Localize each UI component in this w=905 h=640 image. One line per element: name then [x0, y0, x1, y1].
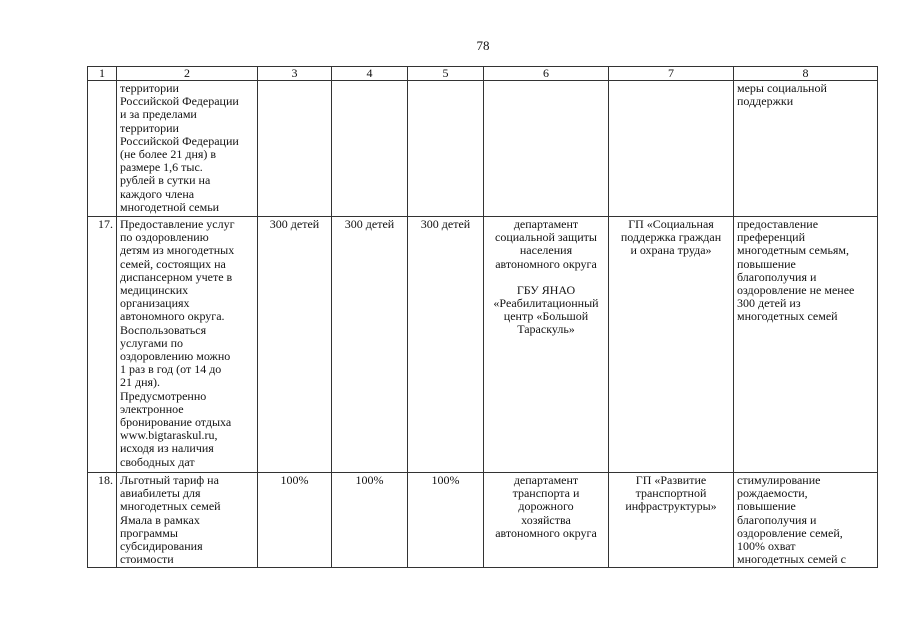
row-value-col3: 100%	[258, 473, 332, 568]
text-line: ГП «Социальная	[628, 217, 714, 231]
table-row	[88, 473, 878, 568]
website-link[interactable]: www.bigtaraskul.ru,	[120, 428, 218, 443]
row-value-col5: 300 детей	[408, 217, 484, 473]
text-line: семей, состоящих на	[120, 256, 226, 271]
text-line: оздоровление семей,	[737, 525, 843, 540]
text-line: Воспользоваться	[120, 322, 207, 337]
text-line: Льготный тариф на	[120, 473, 219, 487]
text-line: по оздоровлению	[120, 230, 209, 245]
text-line: исходя из наличия	[120, 441, 214, 456]
text-line: инфраструктуры»	[625, 499, 717, 514]
text-line: благополучия и	[737, 512, 817, 527]
text-line: департамент	[513, 217, 579, 231]
header-cell: 1	[88, 67, 117, 81]
header-cell: 4	[332, 67, 408, 81]
text-line: 300 детей из	[737, 296, 801, 311]
text-line: авиабилеты для	[120, 486, 201, 501]
text-line: (не более 21 дня) в	[120, 147, 217, 162]
measures-table	[87, 66, 878, 568]
text-line: населения	[519, 243, 573, 258]
text-line: субсидирования	[120, 539, 203, 554]
row-number	[88, 81, 117, 217]
text-line: программы	[120, 525, 178, 540]
text-line: автономного округа	[495, 525, 597, 540]
text-line: размере 1,6 тыс.	[120, 160, 203, 175]
text-line: оздоровлению можно	[120, 349, 231, 364]
header-cell: 2	[117, 67, 258, 81]
row-executor	[484, 473, 609, 568]
header-cell: 8	[734, 67, 878, 81]
text-line: электронное	[120, 401, 184, 416]
text-line: стимулирование	[737, 473, 821, 487]
text-line: поддержка граждан	[620, 230, 722, 245]
text-line: поддержки	[737, 94, 794, 109]
text-line: департамент	[513, 473, 579, 487]
text-line: автономного округа	[495, 256, 597, 271]
row-value-col5: 100%	[408, 473, 484, 568]
text-line: организациях	[120, 296, 190, 311]
text-line: хозяйства	[521, 512, 571, 527]
text-line: медицинских	[120, 283, 189, 298]
row-description	[117, 217, 258, 473]
row-program	[609, 217, 734, 473]
text-line: рождаемости,	[737, 486, 808, 501]
row-number: 17.	[88, 217, 117, 473]
text-line: многодетным семьям,	[737, 243, 850, 258]
text-line: ГБУ ЯНАО	[516, 282, 576, 297]
row-result	[734, 473, 878, 568]
text-line: многодетной семьи	[120, 199, 220, 214]
text-line: Российской Федерации	[120, 133, 239, 148]
row-value-col4	[332, 81, 408, 217]
header-cell: 3	[258, 67, 332, 81]
table-row	[88, 81, 878, 217]
row-program	[609, 81, 734, 217]
row-description	[117, 81, 258, 217]
text-line: социальной защиты	[495, 230, 597, 245]
text-line: ГП «Развитие	[635, 473, 707, 487]
text-line: 100% охват	[737, 539, 796, 554]
text-line: рублей в сутки на	[120, 173, 211, 188]
text-line: транспортной	[635, 486, 707, 501]
text-line: Тараскуль»	[517, 322, 575, 337]
row-executor	[484, 81, 609, 217]
text-line: свободных дат	[120, 454, 195, 469]
text-line: транспорта и	[512, 486, 580, 501]
header-cell: 6	[484, 67, 609, 81]
row-value-col3	[258, 81, 332, 217]
text-line: благополучия и	[737, 269, 817, 284]
text-line: 1 раз в год (от 14 до	[120, 362, 222, 377]
blank-line	[487, 271, 605, 284]
text-line: «Реабилитационный	[493, 296, 599, 311]
header-row	[88, 67, 878, 81]
text-line: многодетных семей с	[737, 552, 846, 567]
header-cell: 5	[408, 67, 484, 81]
text-line: многодетных семей	[120, 499, 221, 514]
text-line: автономного округа.	[120, 309, 225, 324]
text-line: услугами по	[120, 335, 183, 350]
row-program	[609, 473, 734, 568]
text-line: повышение	[737, 499, 796, 514]
row-description	[117, 473, 258, 568]
row-executor	[484, 217, 609, 473]
text-line: меры социальной	[737, 81, 827, 95]
text-line: и охрана труда»	[630, 243, 712, 258]
text-line: диспансерном учете в	[120, 269, 233, 284]
header-cell: 7	[609, 67, 734, 81]
text-line: Ямала в рамках	[120, 512, 200, 527]
row-number: 18.	[88, 473, 117, 568]
text-line: территории	[120, 81, 179, 95]
text-line: предоставление	[737, 217, 819, 231]
row-value-col3: 300 детей	[258, 217, 332, 473]
row-value-col4: 100%	[332, 473, 408, 568]
text-line: дорожного	[518, 499, 574, 514]
text-line: 21 дня).	[120, 375, 161, 390]
text-line: детям из многодетных	[120, 243, 235, 258]
row-result	[734, 81, 878, 217]
text-line: каждого члена	[120, 186, 195, 201]
text-line: территории	[120, 120, 179, 135]
table-row	[88, 217, 878, 473]
row-value-col4: 300 детей	[332, 217, 408, 473]
row-value-col5	[408, 81, 484, 217]
text-line: оздоровление не менее	[737, 283, 855, 298]
text-line: Предусмотренно	[120, 388, 207, 403]
text-line: многодетных семей	[737, 309, 838, 324]
text-line: бронирование отдыха	[120, 415, 232, 430]
text-line: центр «Большой	[503, 309, 589, 324]
row-result	[734, 217, 878, 473]
text-line: и за пределами	[120, 107, 197, 122]
text-line: преференций	[737, 230, 806, 245]
text-line: Предоставление услуг	[120, 217, 235, 231]
text-line: Российской Федерации	[120, 94, 239, 109]
text-line: повышение	[737, 256, 796, 271]
page-number: 78	[476, 38, 490, 53]
text-line: стоимости	[120, 552, 174, 567]
